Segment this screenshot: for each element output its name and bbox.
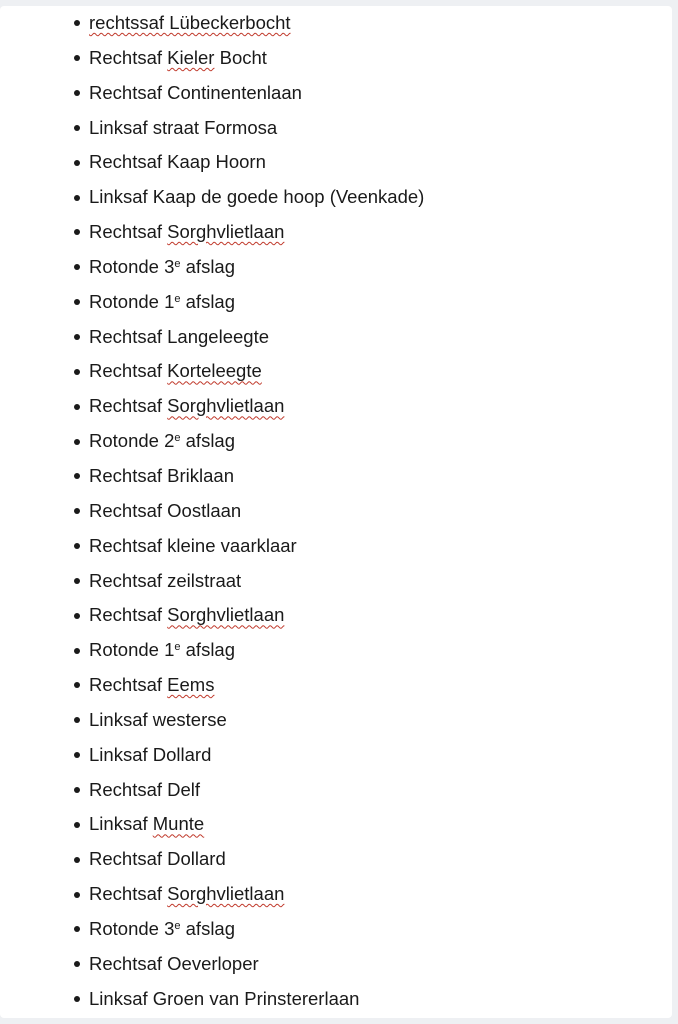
spellcheck-flagged-word: Munte <box>152 813 205 835</box>
spellcheck-flagged-word: Sorghvlietlaan <box>167 395 285 417</box>
item-text: Linksaf straat Formosa <box>89 116 278 138</box>
bullet-icon <box>74 299 80 305</box>
item-text: Rechtsaf <box>89 46 168 68</box>
bullet-icon <box>74 613 80 619</box>
ordinal-suffix: e <box>174 292 181 305</box>
list-item <box>70 633 424 668</box>
spellcheck-flagged-word: rechtssaf Lübeckerbocht <box>89 12 291 33</box>
spellcheck-flagged-word: Sorghvlietlaan <box>167 604 285 626</box>
list-item <box>70 668 424 703</box>
spellcheck-flagged-word: Eems <box>167 674 215 696</box>
list-item <box>70 285 424 320</box>
list-item <box>70 773 424 808</box>
item-text: Linksaf Dollard <box>89 743 212 765</box>
list-item <box>70 250 424 285</box>
list-item <box>70 703 424 738</box>
item-text: Rotonde 3 <box>89 255 175 277</box>
bullet-icon <box>74 822 80 828</box>
list-item <box>70 320 424 355</box>
list-item <box>70 180 424 215</box>
list-item <box>70 494 424 529</box>
list-item <box>70 41 424 76</box>
item-text: Rechtsaf <box>89 395 168 417</box>
item-text: Rotonde 3 <box>89 917 175 939</box>
item-text: Rechtsaf Kaap Hoorn <box>89 151 266 173</box>
item-text: Rechtsaf Oeverloper <box>89 952 259 974</box>
ordinal-suffix: e <box>174 432 181 445</box>
item-text: afslag <box>180 430 236 452</box>
item-text: Linksaf westerse <box>89 708 227 730</box>
spellcheck-flagged-word: Kieler <box>167 46 215 68</box>
item-text: afslag <box>180 290 236 312</box>
item-text: Linksaf Groen van Prinstererlaan <box>89 987 360 1009</box>
list-item <box>70 912 424 947</box>
list-item <box>70 738 424 773</box>
list-item <box>70 598 424 633</box>
bullet-icon <box>74 264 80 270</box>
bullet-icon <box>74 717 80 723</box>
ordinal-suffix: e <box>174 919 181 932</box>
list-item <box>70 424 424 459</box>
item-text: Rotonde 1 <box>89 290 175 312</box>
item-text: afslag <box>180 255 236 277</box>
item-text: Rechtsaf Langeleegte <box>89 325 269 347</box>
bullet-icon <box>74 473 80 479</box>
item-text: Rechtsaf Oostlaan <box>89 499 242 521</box>
bullet-icon <box>74 682 80 688</box>
list-item <box>70 877 424 912</box>
spellcheck-flagged-word: Sorghvlietlaan <box>167 883 285 905</box>
document-page <box>0 6 672 1018</box>
list-item <box>70 215 424 250</box>
spellcheck-flagged-word: Korteleegte <box>167 360 262 382</box>
bullet-icon <box>74 996 80 1002</box>
list-item <box>70 389 424 424</box>
bullet-icon <box>74 404 80 410</box>
item-text: Rechtsaf Briklaan <box>89 464 234 486</box>
bullet-icon <box>74 961 80 967</box>
item-text: Rechtsaf kleine vaarklaar <box>89 534 297 556</box>
list-item <box>70 982 424 1017</box>
bullet-icon <box>74 125 80 131</box>
list-item <box>70 807 424 842</box>
list-item <box>70 111 424 146</box>
bullet-icon <box>74 90 80 96</box>
ordinal-suffix: e <box>174 257 181 270</box>
bullet-icon <box>74 195 80 201</box>
bullet-icon <box>74 752 80 758</box>
bullet-icon <box>74 578 80 584</box>
bullet-icon <box>74 334 80 340</box>
item-text: Rechtsaf Continentenlaan <box>89 81 302 103</box>
list-item <box>70 354 424 389</box>
list-item <box>70 842 424 877</box>
list-item <box>70 145 424 180</box>
bullet-icon <box>74 857 80 863</box>
bullet-icon <box>74 787 80 793</box>
ordinal-suffix: e <box>174 641 181 654</box>
bullet-icon <box>74 20 80 26</box>
item-text: Rechtsaf <box>89 883 168 905</box>
route-directions-list <box>70 6 424 1016</box>
bullet-icon <box>74 926 80 932</box>
bullet-icon <box>74 229 80 235</box>
bullet-icon <box>74 543 80 549</box>
item-text: Bocht <box>214 46 267 68</box>
item-text: Rotonde 2 <box>89 430 175 452</box>
list-item <box>70 947 424 982</box>
item-text: Linksaf Kaap de goede hoop (Veenkade) <box>89 186 425 208</box>
bullet-icon <box>74 508 80 514</box>
bullet-icon <box>74 439 80 445</box>
spellcheck-flagged-word: Sorghvlietlaan <box>167 221 285 243</box>
bullet-icon <box>74 892 80 898</box>
item-text: Rechtsaf <box>89 604 168 626</box>
list-item <box>70 76 424 111</box>
item-text: afslag <box>180 917 236 939</box>
item-text: Rechtsaf <box>89 360 168 382</box>
item-text: Rotonde 1 <box>89 639 175 661</box>
item-text: afslag <box>180 639 236 661</box>
bullet-icon <box>74 55 80 61</box>
item-text: Linksaf <box>89 813 153 835</box>
list-item <box>70 529 424 564</box>
item-text: Rechtsaf zeilstraat <box>89 569 242 591</box>
list-item <box>70 564 424 599</box>
bullet-icon <box>74 369 80 375</box>
list-item <box>70 6 424 41</box>
bullet-icon <box>74 648 80 654</box>
item-text: Rechtsaf <box>89 674 168 696</box>
item-text: Rechtsaf Delf <box>89 778 201 800</box>
list-item <box>70 459 424 494</box>
item-text: Rechtsaf <box>89 221 168 243</box>
bullet-icon <box>74 160 80 166</box>
item-text: Rechtsaf Dollard <box>89 848 226 870</box>
